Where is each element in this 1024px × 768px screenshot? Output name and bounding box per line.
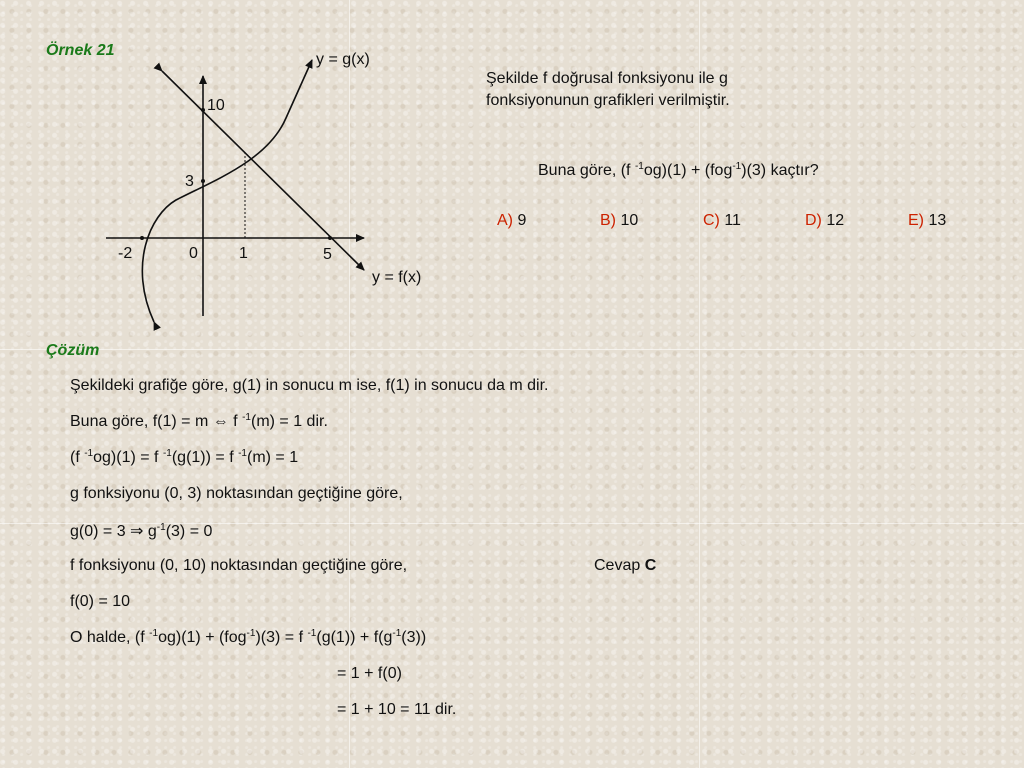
x-tick-minus2: -2 <box>118 245 133 262</box>
function-graph <box>0 0 470 340</box>
solution-line-8: O halde, (f $^{-1}$og)(1) + (fog$^{-1}$)(3) = f $^{-1}(g(1)) + f(g^{-1}(3))$ <box>70 628 427 646</box>
solution-line-1: Şekildeki grafiğe göre, g(1) in sonucu m ise, f(1) in sonucu da m dir. <box>70 377 549 394</box>
f-label: y = f(x) <box>372 269 422 286</box>
solution-line-4: g fonksiyonu (0, 3) noktasından geçtiğine göre, <box>70 485 403 502</box>
solution-line-7: f(0) = 10 <box>70 593 131 610</box>
choice-a[interactable]: A) 9 <box>497 212 527 229</box>
x-tick-0: 0 <box>189 245 198 262</box>
solution-line-10: = 1 + 10 = 11 dir. <box>337 701 457 718</box>
solution-line-6: f fonksiyonu (0, 10) noktasından geçtiğine göre, <box>70 557 408 574</box>
g-label: y = g(x) <box>316 51 370 68</box>
solution-line-2: Buna göre, f(1) = m ⇔ f $^{-1}$(m) = 1 dir. <box>70 412 328 430</box>
solution-line-9: = 1 + f(0) <box>337 665 402 682</box>
point-5 <box>328 236 332 240</box>
question-line-2: fonksiyonunun grafikleri verilmiştir. <box>486 92 730 109</box>
f-line <box>162 71 364 270</box>
solution-line-5: g(0) = 3 ⇒ $g^{-1}(3) = 0$ <box>70 522 213 540</box>
x-tick-1: 1 <box>239 245 248 262</box>
x-tick-5: 5 <box>323 246 332 263</box>
question-line-1: Şekilde f doğrusal fonksiyonu ile g <box>486 70 728 87</box>
point-10 <box>201 108 205 112</box>
y-tick-3: 3 <box>185 173 194 190</box>
point-minus2 <box>140 236 144 240</box>
point-3 <box>201 179 205 183</box>
choice-c[interactable]: C) 11 <box>703 212 741 229</box>
background-grid-line <box>0 349 1024 350</box>
choice-e[interactable]: E) 13 <box>908 212 947 229</box>
solution-line-3: (f $^{-1}$og)(1) = f $^{-1}$(g(1)) = f $^{-1}$(m) = 1 <box>70 448 299 466</box>
answer-label: Cevap C <box>594 557 657 574</box>
answer-value: C <box>644 557 657 574</box>
question-ask: Buna göre, (f $^{-1}$og)(1) + (fog$^{-1}$)(3) kaçtır? <box>538 161 819 179</box>
y-tick-10: 10 <box>207 97 225 114</box>
solution-title: Çözüm <box>46 342 100 359</box>
question-text <box>486 68 730 112</box>
choice-d[interactable]: D) 12 <box>805 212 845 229</box>
background-grid-line <box>699 0 700 768</box>
choice-b[interactable]: B) 10 <box>600 212 639 229</box>
example-title: Örnek 21 <box>46 42 115 59</box>
g-curve <box>142 60 312 322</box>
